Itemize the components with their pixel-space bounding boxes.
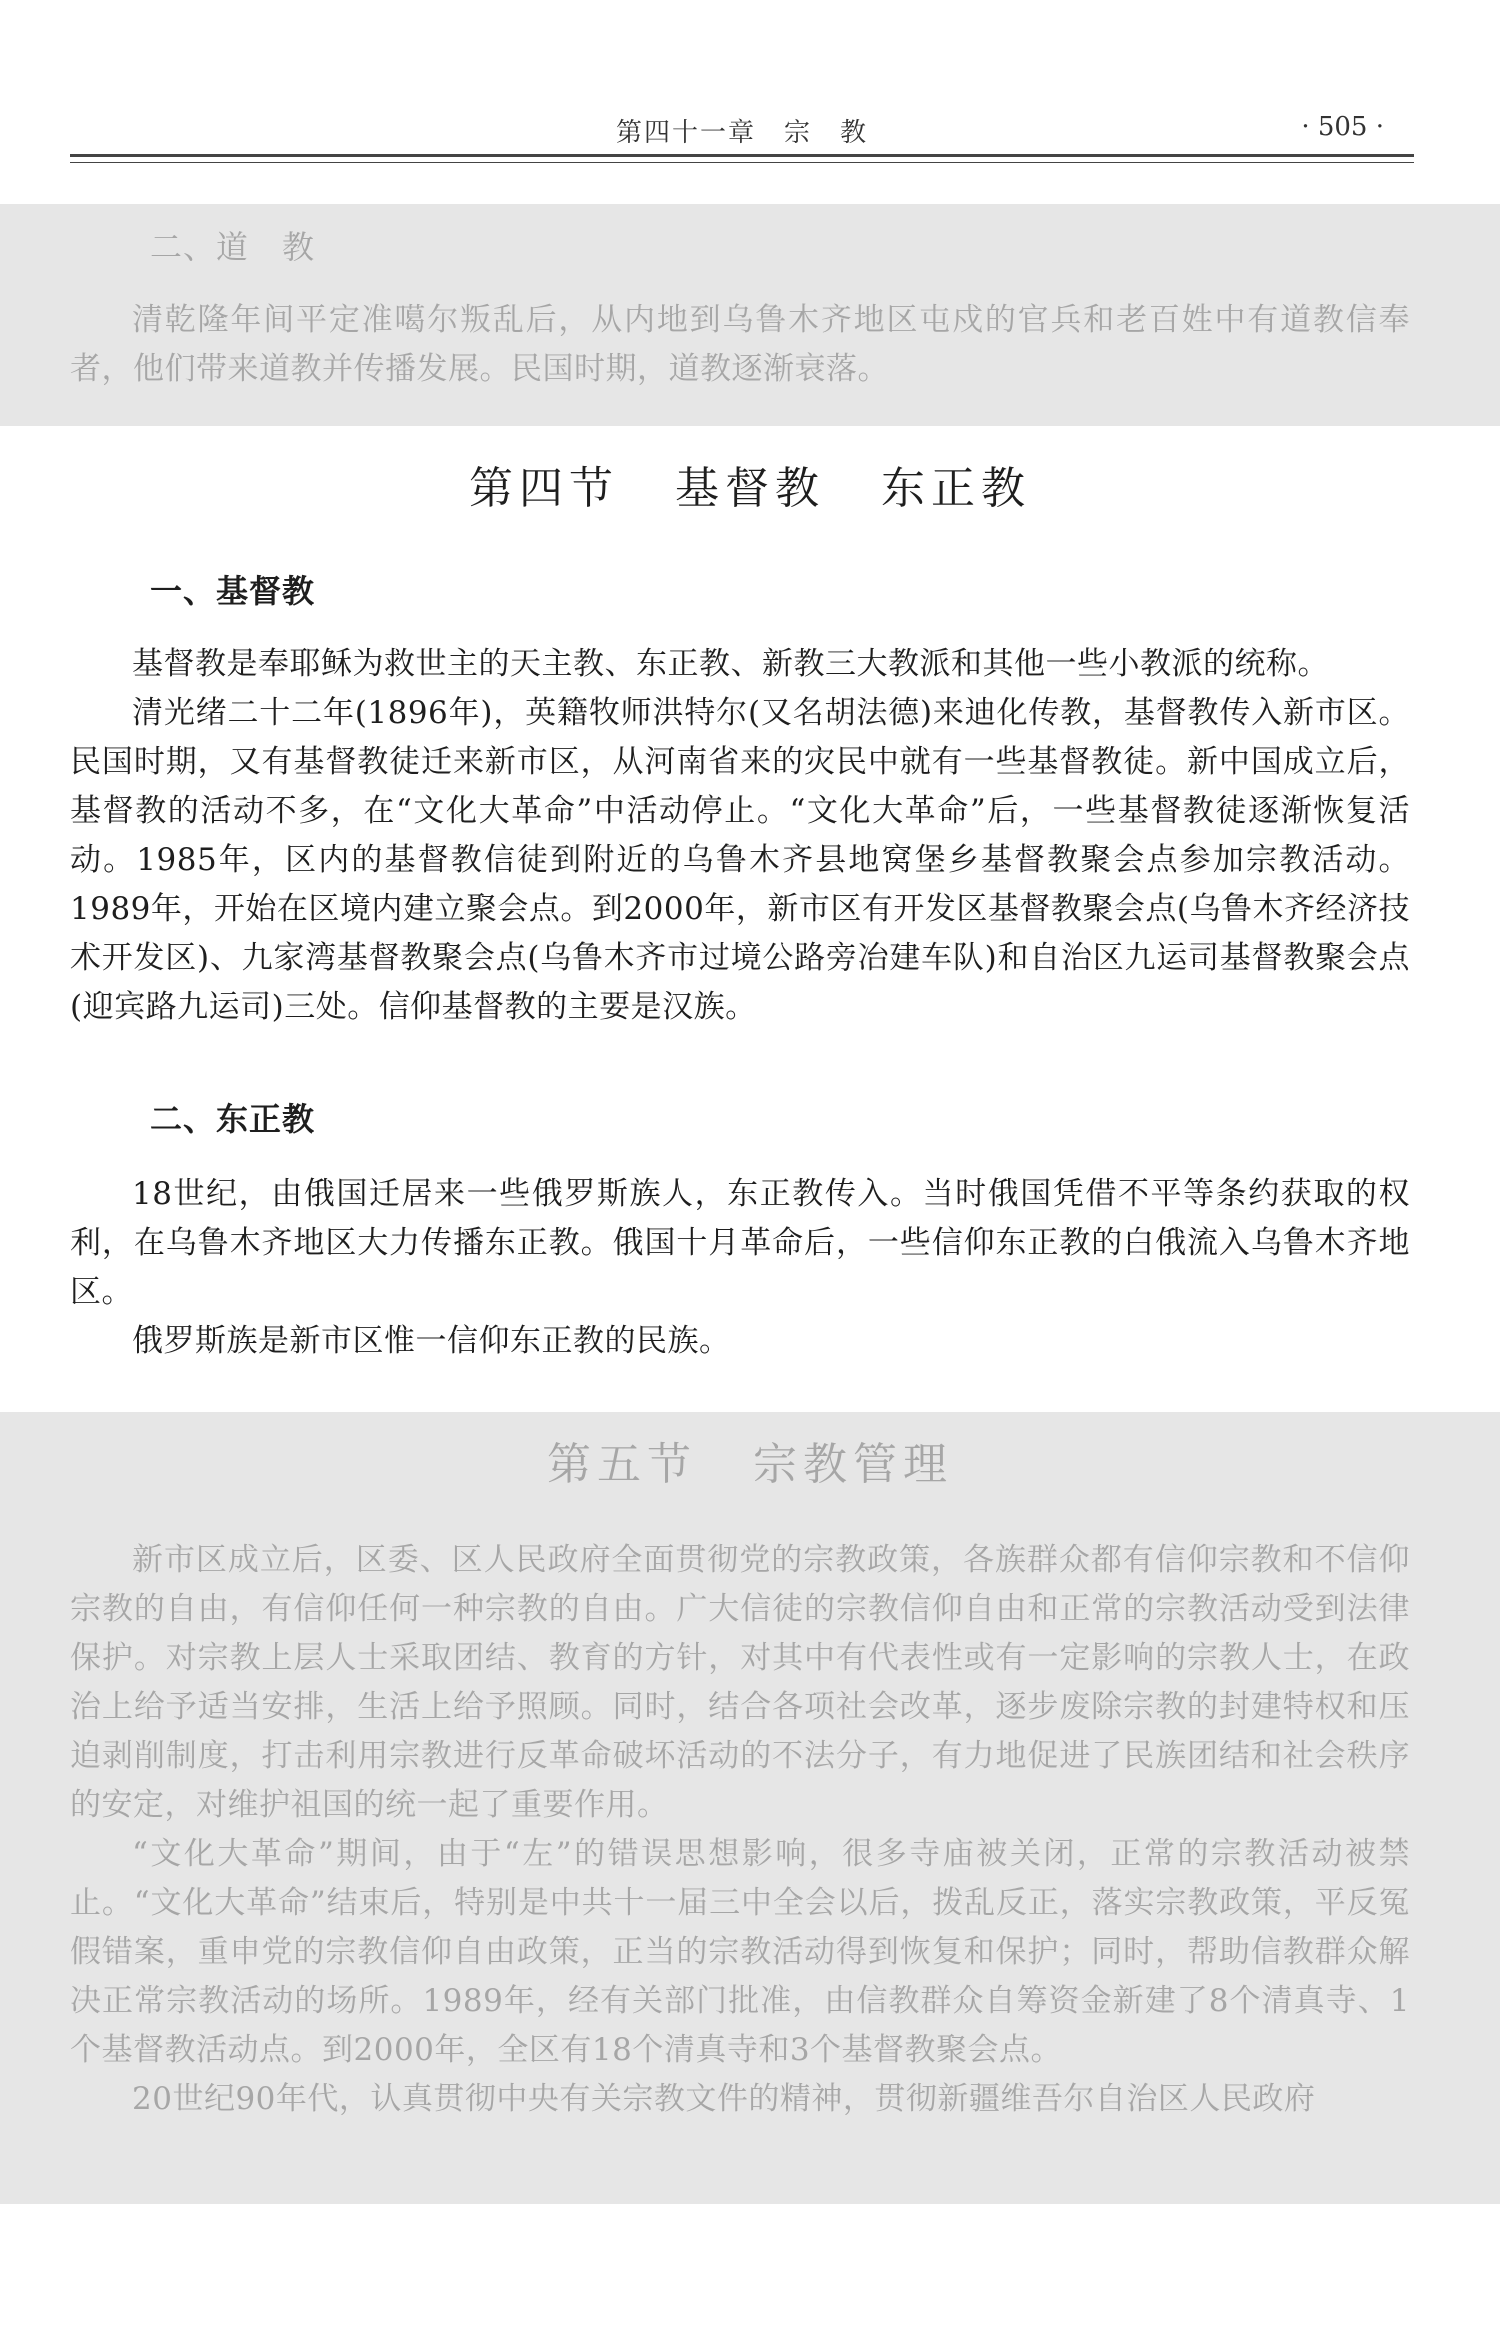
taoism-body (70, 296, 1410, 394)
page-number: · 505 · (1301, 112, 1384, 142)
running-header (70, 100, 1414, 148)
orthodox-heading: 二、东正教 (150, 1100, 316, 1138)
header-rule-thick (70, 154, 1414, 157)
section4-number: 第四节 (469, 463, 619, 514)
christianity-heading: 一、基督教 (150, 572, 316, 610)
chapter-title: 第四十一章 宗 教 (615, 118, 868, 148)
section5-body (70, 1536, 1410, 2124)
christianity-paragraph-1: 基督教是奉耶稣为救世主的天主教、东正教、新教三大教派和其他一些小教派的统称。 (132, 646, 1329, 682)
taoism-heading: 二、道 教 (150, 228, 316, 266)
christianity-paragraph-2: 清光绪二十二年(1896年)，英籍牧师洪特尔(又名胡法德)来迪化传教，基督教传入新市区。民国时期，又有基督教徒迁来新市区，从河南省来的灾民中就有一些基督教徒。新中国成立后，基督教的活动不多，在“文化大革命”中活动停止。“文化大革命”后，一些基督教徒逐渐恢复活动。1985年，区内的基督教信徒到附近的乌鲁木齐县地窝堡乡基督教聚会点参加宗教活动。1989年，开始在区境内建立聚会点。到2000年，新市区有开发区基督教聚会点(乌鲁木齐经济技术开发区)、九家湾基督教聚会点(乌鲁木齐市过境公路旁冶建车队)和自治区九运司基督教聚会点(迎宾路九运司)三处。信仰基督教的主要是汉族。 (70, 695, 1410, 1025)
section5-paragraph-1: 新市区成立后，区委、区人民政府全面贯彻党的宗教政策，各族群众都有信仰宗教和不信仰宗教的自由，有信仰任何一种宗教的自由。广大信徒的宗教信仰自由和正常的宗教活动受到法律保护。对宗教上层人士采取团结、教育的方针，对其中有代表性或有一定影响的宗教人士，在政治上给予适当安排，生活上给予照顾。同时，结合各项社会改革，逐步废除宗教的封建特权和压迫剥削制度，打击利用宗教进行反革命破坏活动的不法分子，有力地促进了民族团结和社会秩序的安定，对维护祖国的统一起了重要作用。 (70, 1542, 1410, 1823)
header-rule-thin (70, 162, 1414, 163)
orthodox-paragraph-2: 俄罗斯族是新市区惟一信仰东正教的民族。 (132, 1323, 731, 1359)
section4-name-b: 东正教 (881, 463, 1031, 514)
section5-paragraph-3: 20世纪90年代，认真贯彻中央有关宗教文件的精神，贯彻新疆维吾尔自治区人民政府 (132, 2081, 1316, 2117)
section5-title (0, 1428, 1500, 1492)
section4-name-a: 基督教 (675, 463, 825, 514)
orthodox-paragraph-1: 18世纪，由俄国迁居来一些俄罗斯族人，东正教传入。当时俄国凭借不平等条约获取的权利，在乌鲁木齐地区大力传播东正教。俄国十月革命后，一些信仰东正教的白俄流入乌鲁木齐地区。 (70, 1176, 1410, 1310)
section4-title (0, 452, 1500, 516)
section5-paragraph-2: “文化大革命”期间，由于“左”的错误思想影响，很多寺庙被关闭，正常的宗教活动被禁止。“文化大革命”结束后，特别是中共十一届三中全会以后，拨乱反正，落实宗教政策，平反冤假错案，重申党的宗教信仰自由政策，正当的宗教活动得到恢复和保护；同时，帮助信教群众解决正常宗教活动的场所。1989年，经有关部门批准，由信教群众自筹资金新建了8个清真寺、1个基督教活动点。到2000年，全区有18个清真寺和3个基督教聚会点。 (70, 1836, 1410, 2068)
section5-number: 第五节 (547, 1439, 697, 1490)
christianity-body (70, 640, 1410, 1032)
section5-name: 宗教管理 (753, 1439, 953, 1490)
orthodox-body (70, 1170, 1410, 1366)
taoism-paragraph: 清乾隆年间平定准噶尔叛乱后，从内地到乌鲁木齐地区屯戍的官兵和老百姓中有道教信奉者，他们带来道教并传播发展。民国时期，道教逐渐衰落。 (70, 302, 1410, 387)
